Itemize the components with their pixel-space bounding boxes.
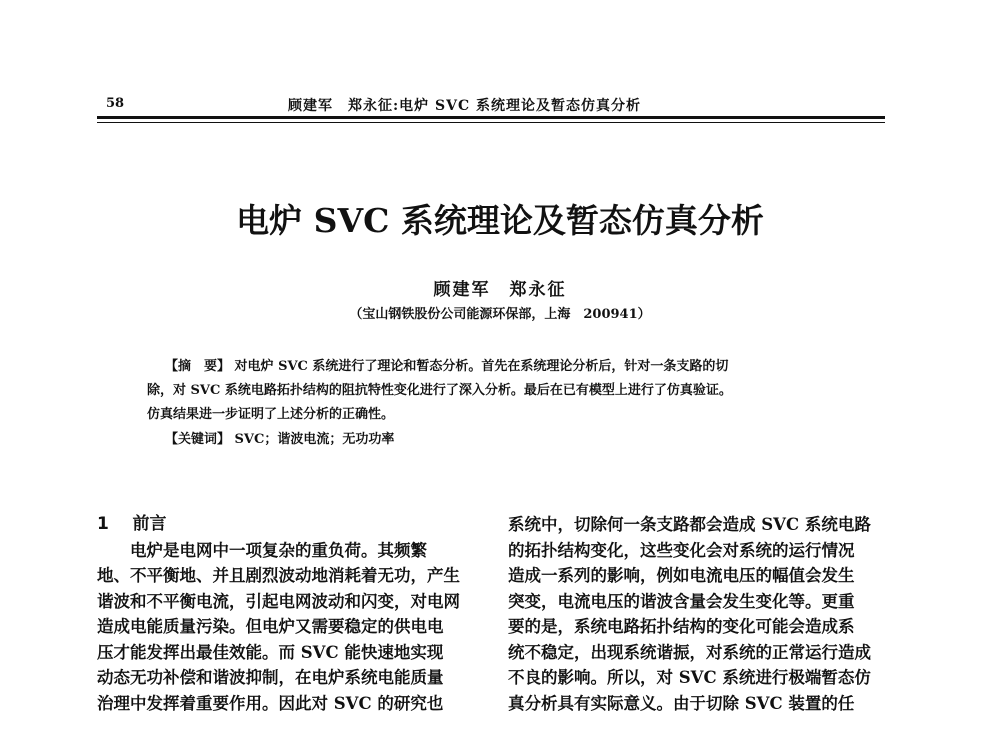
left-column — [97, 512, 497, 716]
header-rule-thin — [97, 122, 885, 123]
section-heading — [97, 512, 497, 538]
right-column — [508, 512, 908, 716]
text-line: 电炉是电网中一项复杂的重负荷。其频繁 — [97, 540, 427, 560]
header-rule-thick — [97, 116, 885, 119]
text-line: 谐波和不平衡电流，引起电网波动和闪变，对电网 — [97, 591, 460, 611]
running-head: 顾建军 郑永征:电炉 SVC 系统理论及暂态仿真分析 — [288, 98, 642, 114]
affiliation: （宝山钢铁股份公司能源环保部，上海 200941） — [349, 307, 651, 322]
text-line: 的拓扑结构变化，这些变化会对系统的运行情况 — [508, 540, 855, 560]
text-line: 造成一系列的影响，例如电流电压的幅值会发生 — [508, 566, 855, 585]
section-number: 1 — [97, 514, 109, 534]
text-line: 突变，电流电压的谐波含量会发生变化等。更重 — [508, 591, 855, 611]
text-line: 要的是，系统电路拓扑结构的变化可能会造成系 — [508, 617, 855, 636]
abstract-line — [165, 355, 728, 374]
keywords: SVC；谐波电流；无功功率 — [234, 432, 395, 447]
text-line: 治理中发挥着重要作用。因此对 SVC 的研究也 — [97, 693, 444, 713]
abstract-text: 对电炉 SVC 系统进行了理论和暂态分析。首先在系统理论分析后，针对一条支路的切 — [234, 359, 729, 374]
keywords-label: 【关键词】 — [165, 432, 231, 447]
authors: 顾建军 郑永征 — [433, 280, 567, 300]
abstract-line: 除，对 SVC 系统电路拓扑结构的阻抗特性变化进行了深入分析。最后在已有模型上进行了仿真验证。 — [147, 383, 732, 398]
paper-title: 电炉 SVC 系统理论及暂态仿真分析 — [236, 201, 764, 240]
text-line: 地、不平衡地、并且剧烈波动地消耗着无功，产生 — [97, 566, 460, 585]
text-line: 真分析具有实际意义。由于切除 SVC 装置的任 — [508, 693, 855, 713]
keywords-line — [165, 428, 394, 447]
text-line: 压才能发挥出最佳效能。而 SVC 能快速地实现 — [97, 642, 444, 662]
abstract-label: 【摘 要】 — [165, 359, 231, 374]
text-line: 动态无功补偿和谐波抑制，在电炉系统电能质量 — [97, 668, 444, 687]
text-line: 造成电能质量污染。但电炉又需要稳定的供电电 — [97, 617, 444, 636]
text-line: 统不稳定，出现系统谐振，对系统的正常运行造成 — [508, 642, 871, 662]
page-number: 58 — [106, 96, 125, 111]
abstract-line: 仿真结果进一步证明了上述分析的正确性。 — [147, 407, 395, 422]
text-line: 系统中，切除何一条支路都会造成 SVC 系统电路 — [508, 515, 871, 534]
section-title: 前言 — [132, 514, 167, 534]
text-line: 不良的影响。所以，对 SVC 系统进行极端暂态仿 — [508, 668, 871, 687]
